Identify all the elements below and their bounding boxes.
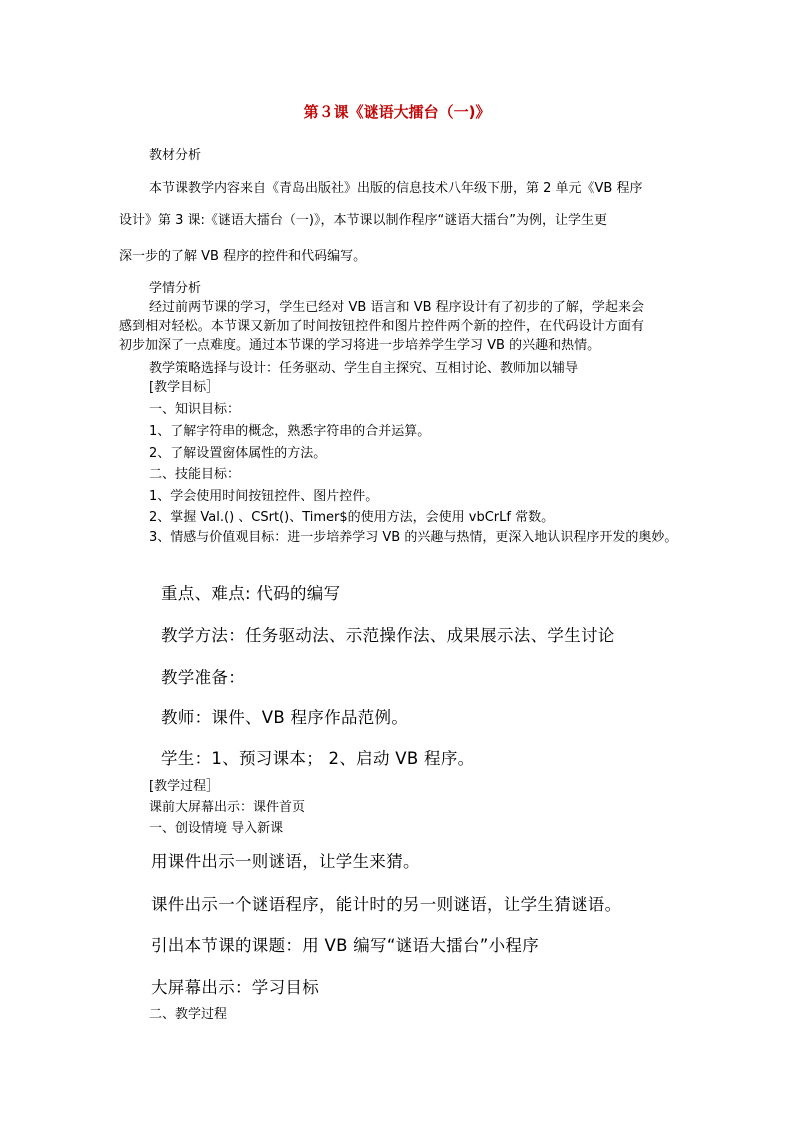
knowledge-item-1: 1、了解字符串的概念，熟悉字符串的合并运算。 xyxy=(149,424,431,439)
teaching-preparation: 教学准备： xyxy=(161,668,245,687)
material-heading: 教材分析 xyxy=(149,148,202,163)
material-line-2: 设计》第 3 课:《谜语大擂台（一)》，本节课以制作程序“谜语大擂台”为例，让学生更 xyxy=(119,213,607,228)
strategy-line: 教学策略选择与设计：任务驱动、学生自主探究、互相讨论、教师加以辅导 xyxy=(149,361,579,376)
section-1-heading: 一、创设情境 导入新课 xyxy=(149,821,284,836)
screen-show-line: 课前大屏幕出示：课件首页 xyxy=(149,800,306,815)
material-line-3: 深一步的了解 VB 程序的控件和代码编写。 xyxy=(119,249,367,264)
knowledge-heading: 一、知识目标： xyxy=(149,402,241,417)
student-prep: 学生：1、预习课本； 2、启动 VB 程序。 xyxy=(161,749,475,768)
learner-heading: 学情分析 xyxy=(149,281,202,296)
key-points: 重点、难点: 代码的编写 xyxy=(161,584,341,603)
step-3: 引出本节课的课题：用 VB 编写“谜语大擂台”小程序 xyxy=(151,936,539,955)
skill-item-2: 2、掌握 Val.() 、CSrt()、Timer$的使用方法，会使用 vbCrLf 常数。 xyxy=(149,510,555,525)
step-2: 课件出示一个谜语程序，能计时的另一则谜语，让学生猜谜语。 xyxy=(151,895,622,914)
skill-item-1: 1、学会使用时间按钮控件、图片控件。 xyxy=(149,489,379,504)
process-heading: [教学过程］ xyxy=(149,779,220,794)
section-2-heading: 二、教学过程 xyxy=(149,1007,228,1022)
teaching-methods: 教学方法：任务驱动法、示范操作法、成果展示法、学生讨论 xyxy=(161,626,615,645)
teacher-prep: 教师：课件、VB 程序作品范例。 xyxy=(161,708,409,727)
goals-heading: [教学目标］ xyxy=(149,380,220,395)
lesson-title: 第３课《谜语大擂台（一)》 xyxy=(303,103,491,121)
knowledge-item-2: 2、了解设置窗体属性的方法。 xyxy=(149,446,327,461)
skill-heading: 二、技能目标： xyxy=(149,467,241,482)
step-1: 用课件出示一则谜语，让学生来猜。 xyxy=(151,852,420,871)
material-line-1: 本节课教学内容来自《青岛出版社》出版的信息技术八年级下册，第 2 单元《VB 程序 xyxy=(149,181,643,196)
learner-paragraph: 经过前两节课的学习，学生已经对 VB 语言和 VB 程序设计有了初步的了解，学起来会感到相对轻松。本节课又新加了时间按钮控件和图片控件两个新的控件，在代码设计方面有初步加深了一点难度。通过本节课的学习将进一步培养学生学习 VB 的兴趣和热情。 xyxy=(119,300,644,353)
emotion-goal: 3、情感与价值观目标：进一步培养学习 VB 的兴趣与热情，更深入地认识程序开发的奥妙。 xyxy=(149,530,678,545)
step-4: 大屏幕出示：学习目标 xyxy=(151,978,319,997)
